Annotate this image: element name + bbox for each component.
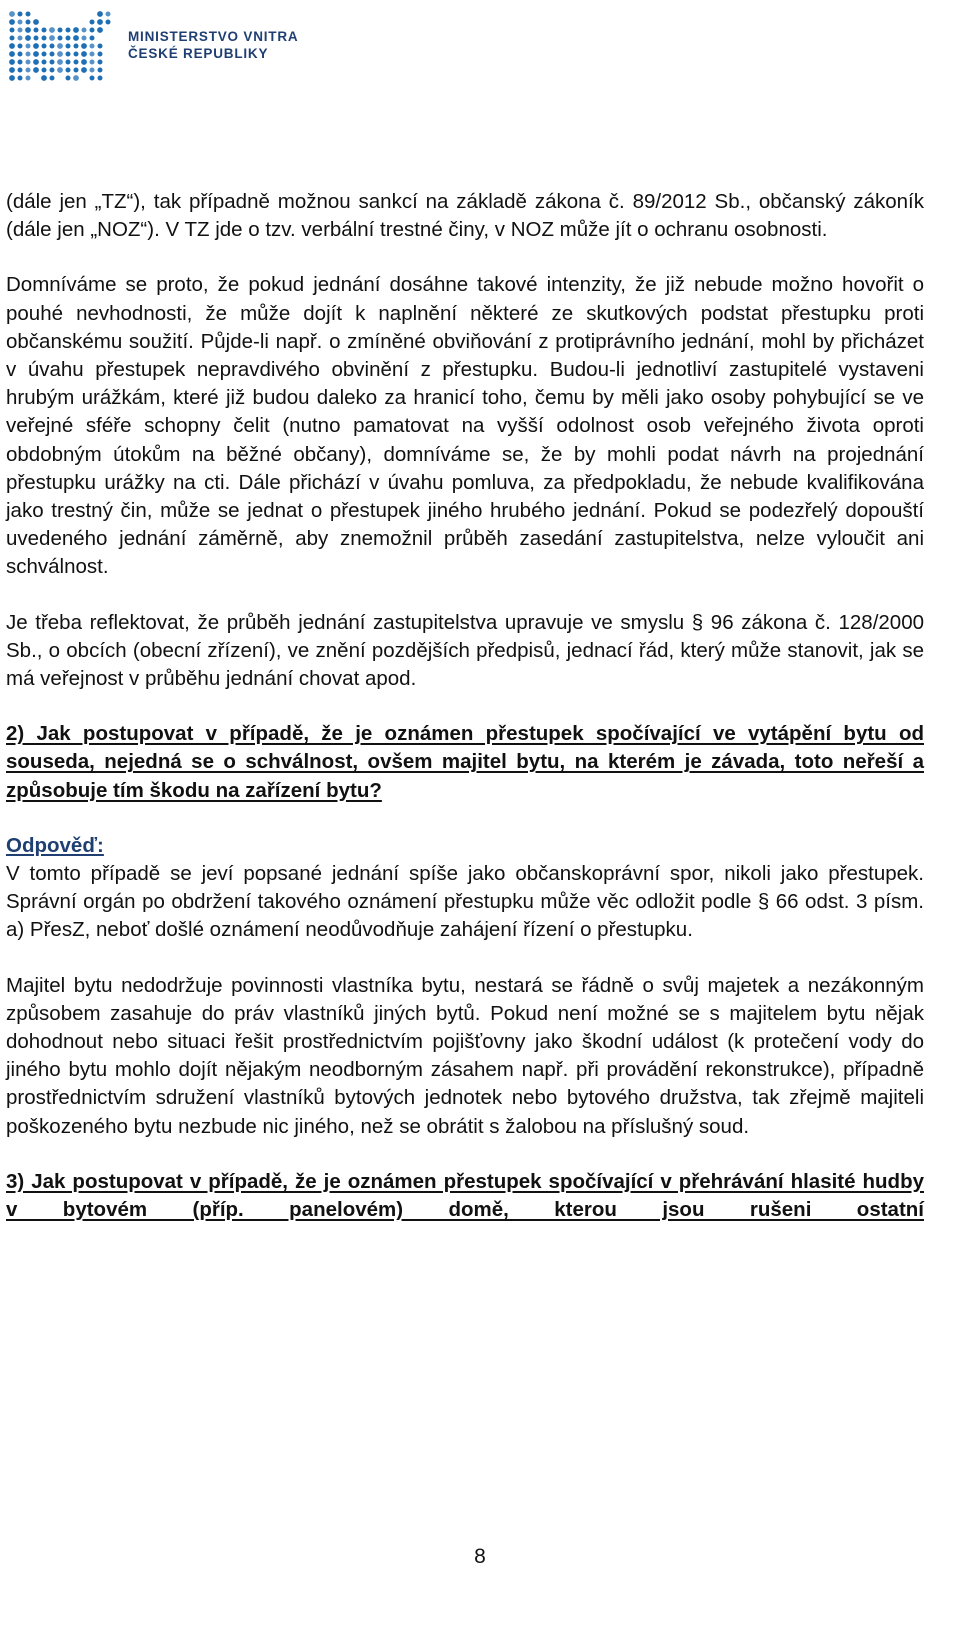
emblem-dot xyxy=(81,51,87,57)
emblem-dot xyxy=(98,68,103,73)
emblem-dot xyxy=(42,28,47,33)
emblem-dot xyxy=(66,36,71,41)
emblem-dot xyxy=(18,76,23,81)
emblem-dot xyxy=(90,68,95,73)
emblem-dot xyxy=(25,35,31,41)
emblem-dot xyxy=(18,60,23,65)
emblem-dot xyxy=(33,19,39,25)
emblem-dot xyxy=(66,52,71,57)
emblem-dot xyxy=(90,44,95,49)
emblem-dot xyxy=(57,59,63,65)
emblem-dot xyxy=(34,36,39,41)
ministry-name xyxy=(128,28,298,62)
emblem-dot xyxy=(25,27,31,33)
emblem-dot xyxy=(82,36,87,41)
emblem-dot xyxy=(26,76,31,81)
emblem-dot xyxy=(81,67,87,73)
emblem-dot xyxy=(9,67,15,73)
emblem-dot xyxy=(97,19,103,25)
page-number: 8 xyxy=(474,1545,486,1568)
emblem-dot xyxy=(41,75,47,81)
emblem-dot xyxy=(18,20,23,25)
lion-emblem-icon xyxy=(4,4,116,86)
logo-line-1: MINISTERSTVO VNITRA xyxy=(128,29,299,44)
emblem-dot xyxy=(98,60,103,65)
emblem-dot xyxy=(9,59,15,65)
emblem-dot xyxy=(66,68,71,73)
emblem-dot xyxy=(9,43,15,49)
emblem-dot xyxy=(97,11,103,17)
paragraph-3: Je třeba reflektovat, že průběh jednání zastupitelstva upravuje ve smyslu § 96 zákona č. 128/2000 Sb., o obcích (obecní zřízení), ve znění pozdějších předpisů, jednací řád, který může stanovit, jak se má veřejnost v průběhu jednání chovat apod. xyxy=(6,610,924,691)
emblem-dot xyxy=(26,12,31,17)
emblem-dot xyxy=(90,60,95,65)
emblem-dot xyxy=(97,27,103,33)
emblem-dot xyxy=(66,76,71,81)
emblem-dot xyxy=(74,52,79,57)
emblem-dot xyxy=(33,51,39,57)
emblem-dot xyxy=(26,20,31,25)
emblem-dot xyxy=(57,67,63,73)
paragraph-5: Majitel bytu nedodržuje povinnosti vlastníka bytu, nestará se řádně o svůj majetek a nezákonným způsobem zasahuje do práv vlastníků jiných bytů. Pokud není možné se s majitelem bytu nějak dohodnout nebo situaci řešit prostřednictvím pojišťovny jako škodní událost (k protečení vody do jiného bytu mohlo dojít nějakým neodborným zásahem např. při provádění rekonstrukce), případně prostřednictvím sdružení vlastníků bytových jednotek nebo bytového družstva, tak zřejmě majiteli poškozeného bytu nezbude nic jiného, než se obrátit s žalobou na příslušný soud. xyxy=(6,973,924,1138)
emblem-dot xyxy=(81,43,87,49)
emblem-dot xyxy=(58,28,63,33)
emblem-dot xyxy=(18,68,23,73)
emblem-dot xyxy=(74,60,79,65)
emblem-dot xyxy=(9,75,15,81)
emblem-dot xyxy=(42,36,47,41)
emblem-dot xyxy=(18,36,23,41)
emblem-dot xyxy=(98,44,103,49)
emblem-dot xyxy=(90,28,95,33)
emblem-dot xyxy=(50,60,55,65)
emblem-dot xyxy=(49,27,55,33)
emblem-dot xyxy=(33,59,39,65)
emblem-dot xyxy=(66,44,71,49)
emblem-dot xyxy=(73,35,79,41)
emblem-dot xyxy=(90,20,95,25)
emblem-dot xyxy=(73,27,79,33)
emblem-dot xyxy=(18,52,23,57)
emblem-dot xyxy=(74,68,79,73)
answer-label: Odpověď: xyxy=(6,833,104,857)
paragraph-2: Domníváme se proto, že pokud jednání dosáhne takové intenzity, že již nebude možno hovořit o pouhé nevhodnosti, že může dojít k naplnění některé ze skutkových podstat přestupku proti občanskému soužití. Půjde-li např. o zmíněné obviňování z protiprávního jednání, mohl by přicházet v úvahu přestupek nepravdivého obvinění z přestupku. Budou-li jednotliví zastupitelé vystaveni hrubým urážkám, které již budou daleko za hranicí toho, čemu by měli jako osoby pohybující se ve veřejné sféře schopny čelit (nutno pamatovat na vyšší odolnost osob veřejného života oproti obdobným útokům na běžné občany), domníváme se, že by mohli podat návrh na projednání přestupku urážky na cti. Dále přichází v úvahu pomluva, za předpokladu, že nebude kvalifikována jako trestný čin, může se jednat o přestupek jiného hrubého jednání. Pokud se podezřelý dopouští uvedeného jednání záměrně, aby znemožnil průběh zasedání zastupitelstva, nelze vyloučit ani schválnost. xyxy=(6,273,924,579)
emblem-dot xyxy=(42,60,47,65)
emblem-dot xyxy=(90,52,95,57)
emblem-dot xyxy=(50,68,55,73)
question-3-heading: 3) Jak postupovat v případě, že je oznámen přestupek spočívající v přehrávání hlasité hudby v bytovém (příp. panelovém) domě, kterou jsou rušeni ostatní xyxy=(6,1169,924,1222)
emblem-dot xyxy=(26,60,31,65)
emblem-dot xyxy=(50,76,55,81)
emblem-dot xyxy=(58,36,63,41)
emblem-dot xyxy=(57,43,63,49)
emblem-dot xyxy=(9,51,15,57)
emblem-dot xyxy=(10,28,15,33)
emblem-dot xyxy=(98,52,103,57)
emblem-dot xyxy=(50,52,55,57)
emblem-dot xyxy=(90,36,95,41)
emblem-dot xyxy=(49,35,55,41)
emblem-dot xyxy=(9,11,15,17)
emblem-dot xyxy=(9,19,15,25)
emblem-dot xyxy=(18,12,23,17)
emblem-dot xyxy=(26,68,31,73)
emblem-dot xyxy=(26,44,31,49)
emblem-dot xyxy=(42,52,47,57)
emblem-dot xyxy=(106,20,111,25)
emblem-dot xyxy=(26,52,31,57)
emblem-dot xyxy=(74,44,79,49)
emblem-dot xyxy=(90,76,95,81)
emblem-dot xyxy=(42,44,47,49)
document-body xyxy=(6,188,924,1251)
emblem-dot xyxy=(66,60,71,65)
question-2-heading: 2) Jak postupovat v případě, že je oznámen přestupek spočívající ve vytápění bytu od souseda, nejedná se o schválnost, ovšem majitel bytu, na kterém je závada, toto neřeší a způsobuje tím škodu na zařízení bytu? xyxy=(6,722,924,802)
emblem-dot xyxy=(18,28,23,33)
emblem-dot xyxy=(81,59,87,65)
paragraph-1: (dále jen „TZ“), tak případně možnou sankcí na základě zákona č. 89/2012 Sb., občanský zákoník (dále jen „NOZ“). V TZ jde o tzv. verbální trestné činy, v NOZ může jít o ochranu osobnosti. xyxy=(6,190,924,242)
paragraph-4: V tomto případě se jeví popsané jednání spíše jako občanskoprávní spor, nikoli jako přestupek. Správní orgán po obdržení takového oznámení přestupku může věc odložit podle § 66 odst. 3 písm. a) PřesZ, neboť došlé oznámení neodůvodňuje zahájení řízení o přestupku. xyxy=(6,862,924,942)
emblem-dot xyxy=(33,43,39,49)
emblem-dot xyxy=(82,28,87,33)
emblem-dot xyxy=(33,67,39,73)
emblem-dot xyxy=(106,12,111,17)
emblem-dot xyxy=(98,76,103,81)
emblem-dot xyxy=(18,44,23,49)
emblem-dot xyxy=(57,51,63,57)
ministry-logo xyxy=(4,4,304,86)
emblem-dot xyxy=(10,36,15,41)
emblem-dot xyxy=(66,28,71,33)
emblem-dot xyxy=(34,28,39,33)
emblem-dot xyxy=(42,68,47,73)
emblem-dot xyxy=(50,44,55,49)
logo-line-2: ČESKÉ REPUBLIKY xyxy=(128,46,269,61)
emblem-dot xyxy=(73,75,79,81)
